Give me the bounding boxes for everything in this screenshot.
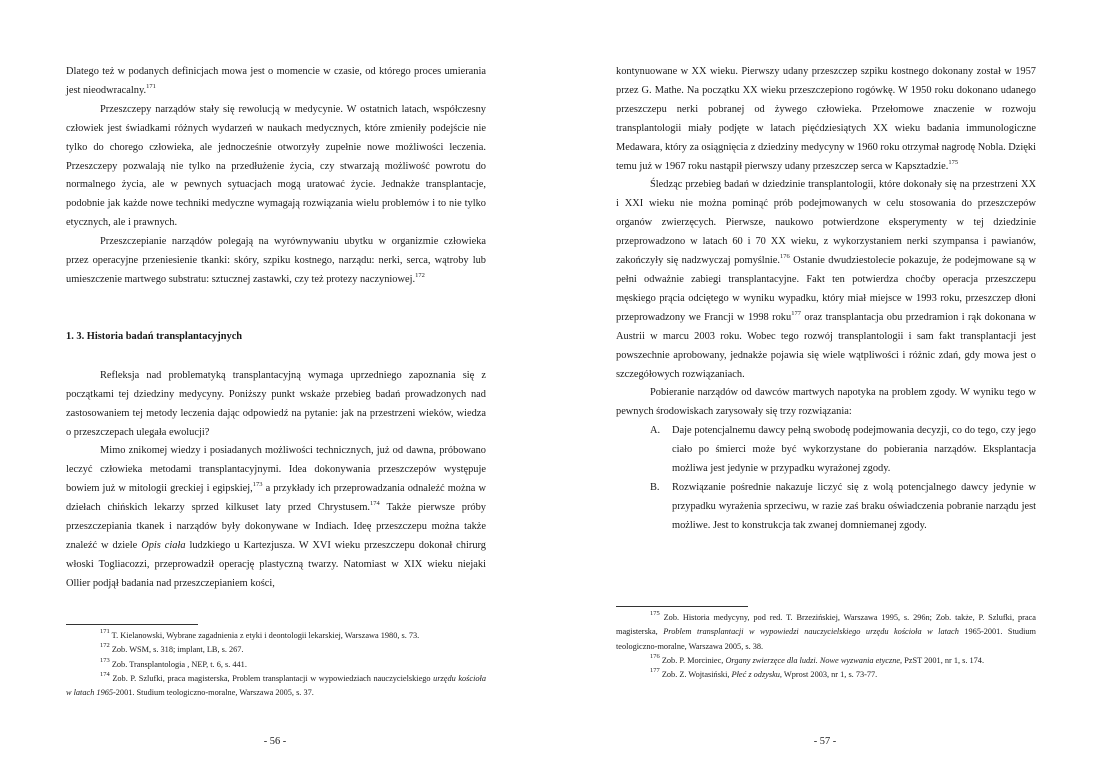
footnote: $^{174}$ Zob. P. Szlufki, praca magisterska, Problem transplantacji w wypowiedziach nauczycielskiego urzędu kościoła w latach 1965-2001. Studium teologiczno-moralne, Warszawa 2005, s. 37.	[66, 670, 486, 698]
paragraph: kontynuowane w XX wieku. Pierwszy udany przeszczep szpiku kostnego dokonany został w 1957 przez G. Mathe. Na początku XX wieku przeszczepiono rogówkę. W 1950 roku dokonano udanego przeszczepu nerki pobranej od żywego człowieka. Przełomowe znaczenie w rozwoju transplantologii miały podjęte w latach pięćdziesiątych XX wieku badania immunologiczne Medawara, który za osiągnięcia z dziedziny medycyny w 1960 roku otrzymał nagrodę Nobla. Dzięki temu już w 1967 roku nastąpił pierwszy udany przeszczep serca w Kapsztadzie.$^{175}$	[616, 66, 1036, 172]
footnotes	[66, 624, 486, 700]
paragraph: Przeszczepianie narządów polegają na wyrównywaniu ubytku w organizmie człowieka przez operacyjne przeniesienie tkanki: skóry, szpiku kostnego, narządu: nerki, serca, wątroby lub umieszczenie martwego substratu: sztucznej zastawki, czy też protezy naczyniowej.$^{172}$	[66, 236, 486, 285]
footnote: $^{176}$ Zob. P. Morciniec, Organy zwierzęce dla ludzi. Nowe wyzwania etyczne, PzST 2001, nr 1, s. 174.	[650, 652, 985, 665]
footnote-divider	[66, 624, 198, 625]
footnote: $^{171}$ T. Kielanowski, Wybrane zagadnienia z etyki i deontologii lekarskiej, Warszawa 1980, s. 73.	[100, 628, 420, 640]
solutions-list	[616, 422, 1036, 535]
footnote-ref[interactable]: 171	[146, 82, 156, 90]
footnote: $^{173}$ Zob. Transplantologia , NEP, t. 6, s. 441.	[100, 656, 247, 669]
paragraph: Pobieranie narządów od dawców martwych napotyka na problem zgody. W wyniku tego w pewnych środowiskach zarysowały się trzy rozwiązania:	[616, 387, 1036, 418]
footnote-ref[interactable]: 176	[779, 253, 790, 261]
footnote: $^{177}$ Zob. Z. Wojtasiński, Płeć z odzysku, Wprost 2003, nr 1, s. 73-77.	[650, 667, 878, 680]
paragraph: Przeszczepy narządów stały się rewolucją w medycynie. W ostatnich latach, współczesny człowiek jest świadkami różnych wydarzeń w naukach medycznych, które zmieniły podejście nie tylko do chorego człowieka, ale jednocześnie otworzyły zupełnie nowe możliwości leczenia. Przeszczepy pozwalają nie tylko na przedłużenie życia, czy stwarzają możliwość powrotu do normalnego życia, ale w pewnych sytuacjach mogą uratować życie. Jednakże transplantacje, podobnie jak każde nowe techniki medyczne wymagają rozwiązania wielu problemów i to nie tylko etycznych, ale i prawnych.	[66, 103, 486, 229]
list-item: A. Daje potencjalnemu dawcy pełną swobodę podejmowania decyzji, co do tego, czy jego ciało po śmierci może być wykorzystane do pobierania narządów. Eksplantacja możliwa jest jedynie w przypadku wyrażonej zgody.	[650, 425, 1036, 475]
footnotes	[616, 606, 1036, 682]
footnote-ref[interactable]: 175	[948, 158, 959, 166]
footnote-list	[616, 611, 1036, 682]
page-number: - 57 -	[813, 736, 837, 747]
footnote: $^{172}$ Zob. WSM, s. 318; implant, LB, s. 267.	[100, 642, 244, 655]
footnote-ref[interactable]: 172	[415, 271, 425, 279]
page-57	[550, 0, 1100, 778]
list-item: B. Rozwiązanie pośrednie nakazuje liczyć się z wolą potencjalnego dawcy jedynie w przypadku wyrażenia sprzeciwu, w razie zaś braku oświadczenia pobranie narządu jest możliwe. Jest to konstrukcja tak zwanej domniemanej zgody.	[650, 481, 1036, 531]
paragraph: Dlatego też w podanych definicjach mowa jest o momencie w czasie, od którego proces umierania jest nieodwracalny.$^{171}$	[66, 66, 486, 96]
paragraph: Mimo znikomej wiedzy i posiadanych możliwości technicznych, już od dawna, próbowano leczyć człowieka metodami transplantacyjnymi. Idea dokonywania przeszczepów występuje bowiem już w mitologii greckiej i egipskiej,$^{173}$ a przykłady ich przeprowadzania odnaleźć można w dziełach chińskich lekarzy sprzed kilkuset laty przed Chrystusem.$^{174}$ Także pierwsze próby przeszczepiania tkanek i narządów były dokonywane w Indiach. Ideę przeszczepu można także znaleźć w dziele Opis ciała ludzkiego u Kartezjusza. W XVI wieku przeszczepu dokonał chirurg włoski Togliacozzi, przeprowadził operację plastyczną twarzy. Natomiast w XIX wieku niejaki Ollier podjął badania nad przeszczepianiem kości,	[66, 445, 487, 589]
paragraph: Refleksja nad problematyką transplantacyjną wymaga uprzedniego zapoznania się z początkami tej dziedziny medycyny. Poniższy punkt wskaże przebieg badań prowadzonych nad zastosowaniem tej metody leczenia dając odpowiedź na pytanie: jak na przestrzeni wieków, wiedza o przeszczepach ulegała ewolucji?	[66, 369, 486, 438]
footnote-ref[interactable]: 173	[252, 481, 263, 489]
footnote-list	[66, 629, 486, 700]
body-text	[66, 63, 486, 594]
footnote: $^{175}$ Zob. Historia medycyny, pod red. T. Brzezińskiej, Warszawa 1995, s. 296n; Zob. także, P. Szlufki, praca magisterska, Problem transplantacji w wypowiedzi nauczycielskiego urzędu kościoła w latach 1965-2001. Studium teologiczno-moralne, Warszawa 2005, s. 38.	[616, 610, 1037, 651]
body-text	[616, 63, 1036, 536]
page-number: - 56 -	[263, 736, 287, 747]
footnote-divider	[616, 606, 748, 607]
footnote-ref[interactable]: 177	[791, 309, 801, 317]
section-heading: 1. 3. Historia badań transplantacyjnych	[66, 330, 243, 342]
paragraph: Śledząc przebieg badań w dziedzinie transplantologii, które dokonały się na przestrzeni XX i XXI wieku nie można pominąć prób podejmowanych w celu stosowania do przeszczepów organów zwierzęcych. Pierwsze, naukowo potwierdzone eksperymenty w tej dziedzinie przeprowadzono w latach 60 i 70 XX wieku, z wykorzystaniem nerki szympansa i pawianów, zakończyły się nadzwyczaj pomyślnie.$^{176}$ Ostanie dwudziestolecie pokazuje, że podejmowane są w pełni odważnie zabiegi transplantacyjne. Fakt ten potwierdza choćby operacja przeszczepu męskiego prącia odciętego w wyniku wypadku, który miał miejsce w 1993 roku, przeszczep dłoni przeprowadzony we Francji w 1998 roku$^{177}$ oraz transplantacja obu przedramion i rąk dokonana w Austrii w marcu 2003 roku. Wobec tego rozwój transplantologii i sam fakt transplantacji jest powszechnie aprobowany, jednakże pojawia się wiele wątpliwości i różnic zdań, gdy mowa jest o szczegółowych rozwiązaniach.	[616, 179, 1036, 380]
footnote-ref[interactable]: 174	[370, 500, 380, 508]
